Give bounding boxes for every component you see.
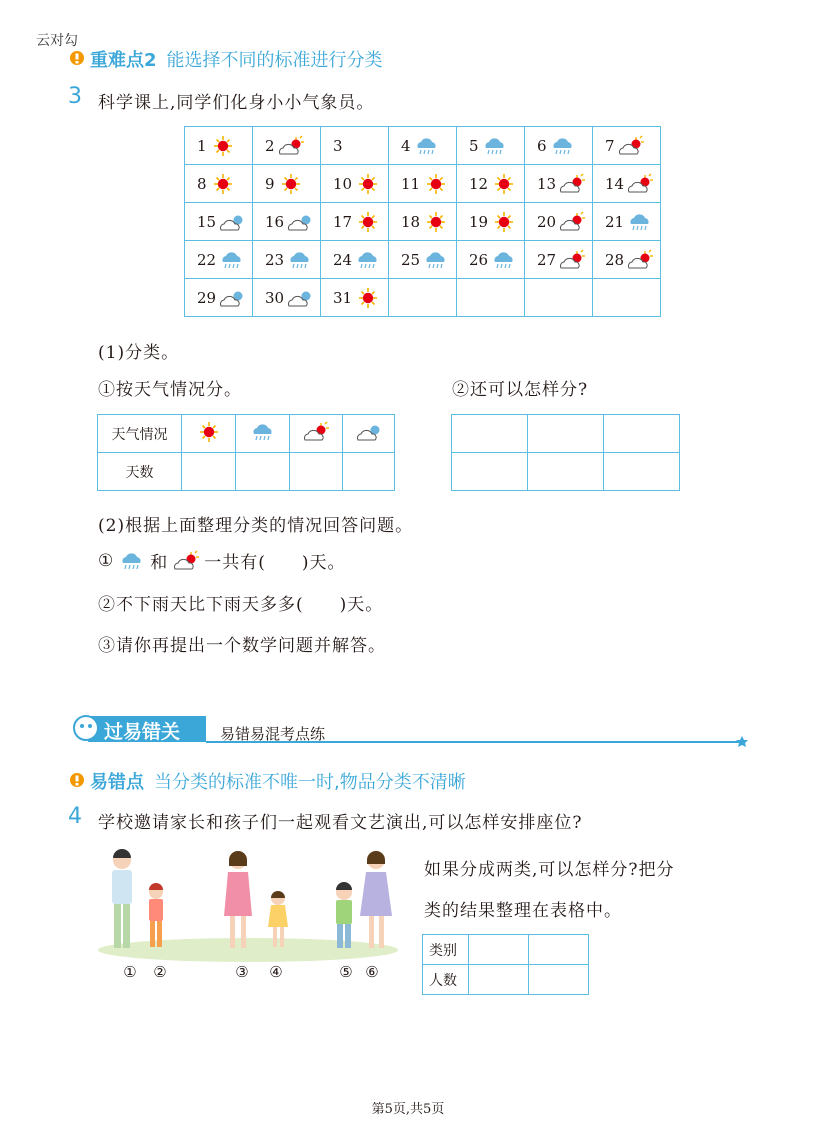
sun-cell (182, 415, 236, 453)
calendar-cell (185, 165, 253, 203)
day-number: 13 (537, 174, 557, 193)
sun-icon (422, 173, 450, 195)
question-2-1 (98, 548, 346, 573)
day-number: 2 (265, 136, 275, 155)
category-row-header: 类别 (423, 935, 469, 965)
rain-cell (236, 415, 290, 453)
calendar-cell (321, 279, 389, 317)
day-number: 16 (265, 212, 285, 231)
weather-row-header: 天气情况 (98, 415, 182, 453)
mistake-point-tag: 易错点 (90, 772, 144, 793)
count-row-header: 人数 (423, 965, 469, 995)
question-4-text: 学校邀请家长和孩子们一起观看文艺演出,可以怎样安排座位? (98, 813, 583, 833)
calendar-cell (389, 165, 457, 203)
calendar-cell (525, 241, 593, 279)
day-number: 15 (197, 212, 217, 231)
lightbulb-icon (68, 50, 86, 68)
day-number: 23 (265, 250, 285, 269)
day-number: 31 (333, 288, 353, 307)
rain-icon (249, 421, 277, 443)
calendar-cell (593, 203, 661, 241)
child-figure (149, 883, 163, 947)
circle-number: ① (98, 550, 115, 571)
answer-cell[interactable] (236, 453, 290, 491)
person-label: ④ (269, 963, 283, 981)
calendar-cell (593, 241, 661, 279)
question-3-text: 科学课上,同学们化身小小气象员。 (98, 93, 375, 113)
calendar-cell (593, 165, 661, 203)
banner-title: 过易错关 (104, 721, 181, 743)
question-3-number: 3 (68, 84, 82, 109)
day-number: 7 (605, 136, 615, 155)
sun-icon (209, 173, 237, 195)
lightbulb-icon (68, 772, 86, 790)
sun-icon (277, 173, 305, 195)
weather-calendar (184, 126, 661, 317)
calendar-cell (321, 241, 389, 279)
cloud-icon (286, 211, 314, 233)
calendar-cell (457, 165, 525, 203)
sun-icon (195, 421, 223, 443)
cloudy-sun-icon (617, 135, 645, 157)
day-number: 25 (401, 250, 421, 269)
cloudy-sun-icon (277, 135, 305, 157)
answer-cell[interactable] (469, 935, 529, 965)
key-point-tag: 重难点2 (90, 50, 157, 71)
answer-cell[interactable] (529, 935, 589, 965)
boy-figure (336, 882, 352, 948)
day-number: 14 (605, 174, 625, 193)
day-number: 5 (469, 136, 479, 155)
day-number: 3 (333, 136, 343, 155)
day-number: 22 (197, 250, 217, 269)
day-number: 6 (537, 136, 547, 155)
answer-cell[interactable] (529, 965, 589, 995)
mother-figure (224, 851, 252, 948)
section-banner (70, 712, 750, 748)
day-number: 19 (469, 212, 489, 231)
answer-cell[interactable] (528, 415, 604, 453)
person-label: ⑥ (365, 963, 379, 981)
person-label: ① (123, 963, 137, 981)
watermark: 云对勾 (36, 33, 78, 49)
cloudy-sun-icon (626, 249, 654, 271)
cloudy-sun-icon (558, 211, 586, 233)
rain-icon (626, 211, 654, 233)
weather-tally-table (97, 414, 395, 491)
rain-icon (490, 249, 518, 271)
other-classification-table (451, 414, 680, 491)
question-4-side-line1: 如果分成两类,可以怎样分?把分 (424, 860, 675, 880)
cloudy-sun-icon (302, 421, 330, 443)
rain-icon (549, 135, 577, 157)
cloud-cell (343, 415, 395, 453)
answer-cell[interactable] (290, 453, 343, 491)
sun-icon (422, 211, 450, 233)
calendar-cell (525, 127, 593, 165)
cloudy-sun-icon (626, 173, 654, 195)
day-number: 10 (333, 174, 353, 193)
calendar-row (185, 127, 661, 165)
calendar-cell (525, 203, 593, 241)
cloudy-sun-icon (558, 249, 586, 271)
part-1-label: (1)分类。 (98, 343, 180, 363)
calendar-cell (389, 279, 457, 317)
answer-cell[interactable] (528, 453, 604, 491)
rain-icon (481, 135, 509, 157)
rain-icon (413, 135, 441, 157)
part-1a-label: ①按天气情况分。 (98, 380, 242, 400)
cloud-icon (218, 287, 246, 309)
calendar-cell (457, 127, 525, 165)
calendar-cell (457, 241, 525, 279)
day-number: 12 (469, 174, 489, 193)
day-number: 4 (401, 136, 411, 155)
family-illustration (98, 846, 410, 986)
calendar-cell (321, 203, 389, 241)
question-4-side-line2: 类的结果整理在表格中。 (424, 901, 622, 921)
days-row-header: 天数 (98, 453, 182, 491)
calendar-cell (321, 165, 389, 203)
rain-icon (354, 249, 382, 271)
seating-table (422, 934, 589, 995)
cloudy-sun-cell (290, 415, 343, 453)
person-label: ⑤ (339, 963, 353, 981)
calendar-cell (457, 279, 525, 317)
day-number: 29 (197, 288, 217, 307)
answer-cell[interactable] (604, 453, 680, 491)
total-days-text: 一共有( )天。 (204, 553, 346, 573)
and-word: 和 (150, 553, 169, 573)
calendar-cell (525, 165, 593, 203)
calendar-row (185, 165, 661, 203)
day-number: 27 (537, 250, 557, 269)
part-2-label: (2)根据上面整理分类的情况回答问题。 (98, 516, 414, 536)
calendar-cell (321, 127, 389, 165)
sun-icon (354, 173, 382, 195)
question-2-2: ②不下雨天比下雨天多多( )天。 (98, 595, 384, 615)
answer-cell[interactable] (469, 965, 529, 995)
banner-subtitle: 易错易混考点练 (220, 725, 326, 743)
calendar-cell (253, 279, 321, 317)
calendar-cell (253, 165, 321, 203)
day-number: 17 (333, 212, 353, 231)
day-number: 9 (265, 174, 275, 193)
calendar-row (185, 203, 661, 241)
day-number: 26 (469, 250, 489, 269)
key-point-heading (68, 46, 383, 72)
calendar-cell (593, 279, 661, 317)
day-number: 28 (605, 250, 625, 269)
calendar-cell (185, 241, 253, 279)
rain-icon (218, 249, 246, 271)
sun-icon (209, 135, 237, 157)
grandmother-figure (360, 851, 392, 948)
page-footer: 第5页,共5页 (371, 1102, 445, 1117)
sun-icon (490, 211, 518, 233)
person-label: ③ (235, 963, 249, 981)
day-number: 11 (401, 174, 421, 193)
question-2-3: ③请你再提出一个数学问题并解答。 (98, 636, 386, 656)
day-number: 20 (537, 212, 557, 231)
mistake-point-heading (68, 768, 466, 794)
answer-cell[interactable] (452, 415, 528, 453)
undefined (345, 135, 373, 157)
calendar-cell (457, 203, 525, 241)
calendar-cell (253, 203, 321, 241)
answer-cell[interactable] (452, 453, 528, 491)
sun-icon (354, 287, 382, 309)
father-figure (112, 849, 132, 948)
calendar-cell (185, 127, 253, 165)
day-number: 21 (605, 212, 625, 231)
key-point-title: 能选择不同的标准进行分类 (166, 50, 383, 71)
question-4-number: 4 (68, 804, 82, 829)
rain-icon (118, 550, 146, 572)
day-number: 8 (197, 174, 207, 193)
sun-icon (354, 211, 382, 233)
calendar-row (185, 279, 661, 317)
calendar-row (185, 241, 661, 279)
cloud-icon (218, 211, 246, 233)
calendar-cell (185, 203, 253, 241)
answer-cell[interactable] (604, 415, 680, 453)
cloud-icon (286, 287, 314, 309)
person-label: ② (153, 963, 167, 981)
mistake-point-title: 当分类的标准不唯一时,物品分类不清晰 (154, 772, 466, 793)
calendar-cell (253, 241, 321, 279)
cloudy-sun-icon (172, 550, 200, 572)
day-number: 1 (197, 136, 207, 155)
answer-cell[interactable] (343, 453, 395, 491)
calendar-cell (593, 127, 661, 165)
calendar-cell (389, 203, 457, 241)
sun-icon (490, 173, 518, 195)
calendar-cell (389, 241, 457, 279)
cloudy-sun-icon (558, 173, 586, 195)
rain-icon (422, 249, 450, 271)
answer-cell[interactable] (182, 453, 236, 491)
calendar-cell (253, 127, 321, 165)
cloud-icon (355, 421, 383, 443)
day-number: 18 (401, 212, 421, 231)
calendar-cell (185, 279, 253, 317)
calendar-cell (389, 127, 457, 165)
day-number: 24 (333, 250, 353, 269)
calendar-cell (525, 279, 593, 317)
rain-icon (286, 249, 314, 271)
day-number: 30 (265, 288, 285, 307)
part-1b-label: ②还可以怎样分? (452, 380, 589, 400)
